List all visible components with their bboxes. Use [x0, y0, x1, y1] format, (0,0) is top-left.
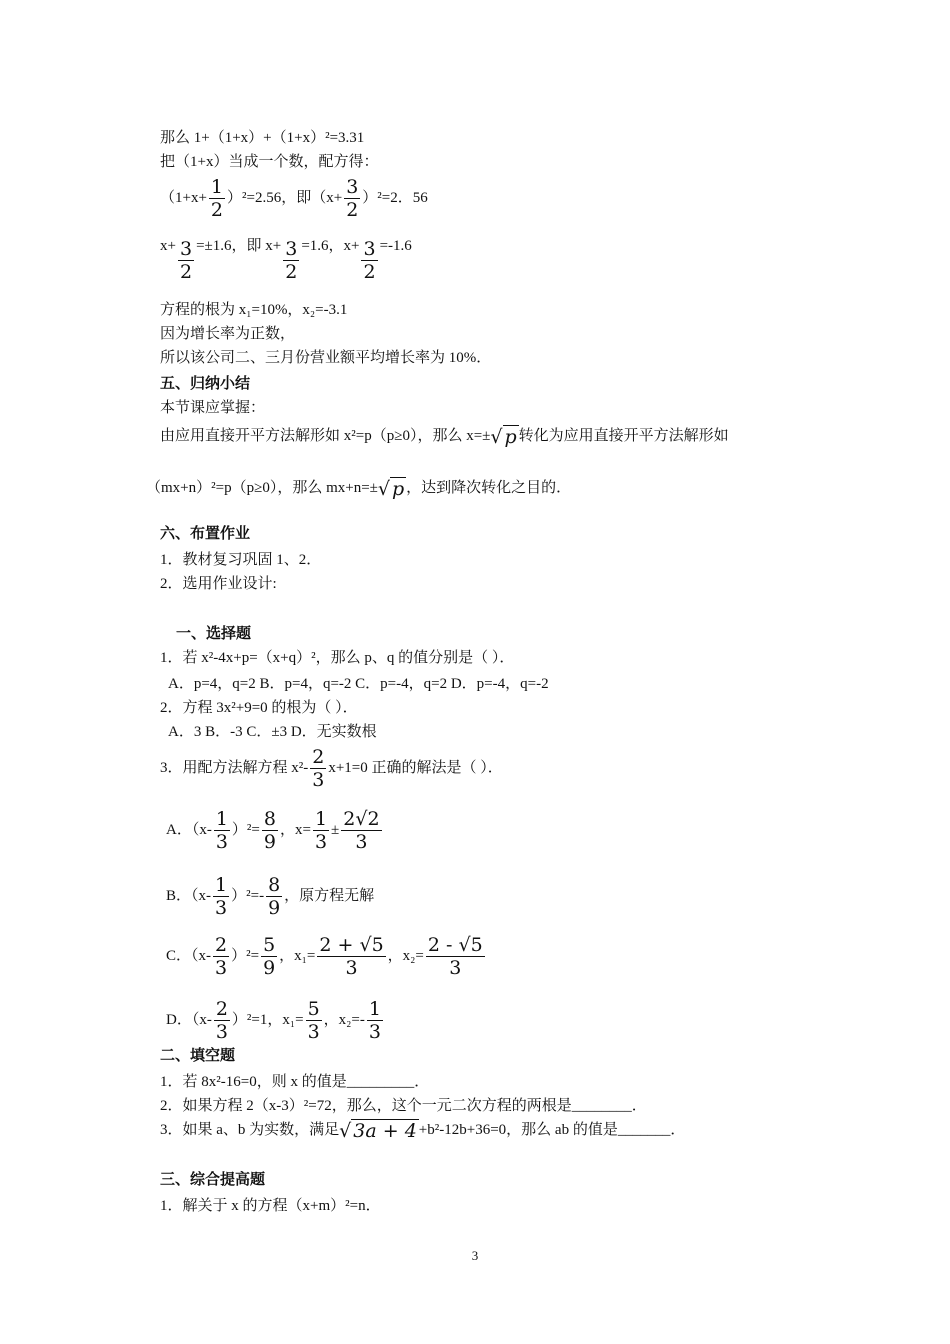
- equation-line: [160, 236, 412, 283]
- numerator: 2: [312, 746, 325, 768]
- page-number: 3: [471, 1248, 479, 1263]
- text: x+: [160, 238, 176, 254]
- text-line: 因为增长率为正数，: [160, 326, 296, 342]
- text: ）²=: [231, 947, 260, 964]
- denominator: 2: [285, 261, 298, 283]
- fraction: [344, 176, 360, 221]
- text: B．（x-: [166, 887, 212, 904]
- option-d: [166, 998, 385, 1043]
- question: 1．若 x²-4x+p=（x+q）²，那么 p、q 的值分别是（ ）．: [160, 650, 515, 666]
- numerator: 3: [363, 238, 376, 260]
- denominator: 2: [363, 261, 376, 283]
- fraction: [213, 874, 229, 919]
- fraction: [261, 934, 277, 979]
- section-heading: 三、综合提高题: [160, 1172, 266, 1188]
- numerator: 3: [179, 238, 193, 260]
- question: 2．如果方程 2（x-3）²=72，那么，这个一元二次方程的两根是________．: [160, 1098, 647, 1114]
- fraction: [214, 998, 230, 1043]
- sqrt-expression: √ p: [377, 477, 405, 500]
- fraction: [426, 934, 485, 979]
- text: （1+x+: [160, 189, 207, 206]
- radicand: 3a + 4: [353, 1119, 417, 1142]
- text: ，x₂=-: [323, 1011, 365, 1028]
- question: 2．方程 3x²+9=0 的根为（ ）．: [160, 700, 358, 716]
- text-line: 1．教材复习巩固 1、2．: [160, 552, 322, 568]
- sqrt-expression: √ 3a + 4: [339, 1119, 417, 1142]
- fraction: [283, 238, 299, 283]
- text: ）²=2.56，即（x+: [227, 189, 343, 206]
- numerator: 2 + √5: [319, 934, 384, 956]
- text: 3．用配方法解方程 x²-: [160, 759, 309, 776]
- section-heading: 二、填空题: [160, 1048, 236, 1064]
- question: [160, 746, 503, 791]
- denominator: 3: [345, 957, 358, 979]
- denominator: 3: [355, 831, 368, 853]
- numerator: 5: [263, 934, 276, 956]
- section-heading: 一、选择题: [176, 626, 252, 642]
- denominator: 3: [314, 831, 328, 853]
- fraction: [209, 176, 225, 221]
- question: 1．若 8x²-16=0，则 x 的值是_________．: [160, 1074, 430, 1090]
- denominator: 3: [215, 957, 228, 979]
- denominator: 3: [215, 1021, 228, 1043]
- section-heading: 六、布置作业: [160, 526, 251, 542]
- numerator: 2 - √5: [427, 934, 483, 956]
- text-line: [146, 478, 571, 499]
- fraction: [178, 238, 194, 283]
- fraction: [341, 808, 381, 853]
- numerator: 8: [268, 874, 281, 896]
- numerator: 2: [215, 998, 228, 1020]
- text: ）²=-: [231, 887, 265, 904]
- section-heading: 五、归纳小结: [160, 376, 251, 392]
- denominator: 3: [368, 1021, 381, 1043]
- fraction: [266, 874, 282, 919]
- numerator: 1: [314, 808, 328, 830]
- text: ，x₁=: [279, 947, 316, 964]
- numerator: 2√2: [343, 808, 380, 830]
- text: =1.6，x+: [301, 238, 360, 254]
- denominator: 9: [263, 957, 276, 979]
- text-line: 本节课应掌握：: [160, 400, 266, 416]
- text-line: 那么 1+（1+x）+（1+x）²=3.31: [160, 130, 365, 146]
- denominator: 9: [263, 831, 276, 853]
- question: 1．解关于 x 的方程（x+m）²=n．: [160, 1198, 381, 1214]
- text: =-1.6: [379, 238, 412, 254]
- denominator: 2: [179, 261, 193, 283]
- fraction: [306, 998, 322, 1043]
- text: x+1=0 正确的解法是（ ）．: [328, 759, 503, 776]
- numerator: 8: [263, 808, 276, 830]
- radicand: p: [504, 425, 517, 448]
- text: ±: [331, 821, 340, 838]
- text-line: 所以该公司二、三月份营业额平均增长率为 10%．: [160, 350, 492, 366]
- fraction: [317, 934, 385, 979]
- fraction: [361, 238, 377, 283]
- numerator: 2: [215, 934, 228, 956]
- fraction: [213, 934, 229, 979]
- numerator: 3: [285, 238, 298, 260]
- fraction: [262, 808, 278, 853]
- numerator: 1: [368, 998, 381, 1020]
- denominator: 2: [346, 199, 359, 221]
- text-line: 2．选用作业设计:: [160, 576, 277, 592]
- numerator: 1: [215, 874, 228, 896]
- options: A．3 B．-3 C．±3 D．无实数根: [168, 724, 377, 740]
- fraction: [367, 998, 383, 1043]
- question: [160, 1120, 685, 1141]
- denominator: 2: [210, 199, 224, 221]
- text-line: [160, 426, 729, 447]
- numerator: 5: [307, 998, 320, 1020]
- denominator: 9: [268, 897, 281, 919]
- text: 转化为应用直接开平方法解形如: [518, 428, 729, 444]
- denominator: 3: [215, 897, 228, 919]
- text: =±1.6，即 x+: [196, 238, 282, 254]
- text: D．（x-: [166, 1011, 212, 1028]
- numerator: 3: [346, 176, 359, 198]
- text: ）²=2．56: [362, 189, 428, 206]
- text: 3．如果 a、b 为实数，满足: [160, 1122, 340, 1138]
- fraction: [313, 808, 329, 853]
- radicand: p: [392, 477, 405, 500]
- denominator: 3: [215, 831, 228, 853]
- denominator: 3: [307, 1021, 320, 1043]
- text-line: 把（1+x）当成一个数，配方得：: [160, 154, 379, 170]
- sqrt-expression: √ p: [490, 425, 517, 448]
- text: ，x₂=: [387, 947, 424, 964]
- text: ，达到降次转化之目的．: [406, 480, 572, 496]
- text: A．（x-: [166, 821, 212, 838]
- options: A．p=4，q=2 B．p=4，q=-2 C．p=-4，q=2 D．p=-4，q=-2: [168, 676, 549, 692]
- text: ，原方程无解: [284, 887, 375, 904]
- text: 由应用直接开平方法解形如 x²=p（p≥0），那么 x=±: [160, 428, 491, 444]
- text: ，x=: [279, 821, 311, 838]
- fraction: [310, 746, 326, 791]
- text: ）²=: [231, 821, 260, 838]
- text: ）²=1，x₁=: [231, 1011, 304, 1028]
- option-a: [166, 808, 384, 853]
- text-line: 方程的根为 x₁=10%，x₂=-3.1: [160, 302, 348, 318]
- text: （mx+n）²=p（p≥0），那么 mx+n=±: [146, 480, 378, 496]
- fraction: [214, 808, 230, 853]
- text: +b²-12b+36=0，那么 ab 的值是_______．: [418, 1122, 686, 1138]
- numerator: 1: [210, 176, 224, 198]
- denominator: 3: [312, 769, 325, 791]
- option-b: [166, 874, 374, 919]
- denominator: 3: [449, 957, 462, 979]
- numerator: 1: [215, 808, 228, 830]
- text: C．（x-: [166, 947, 212, 964]
- option-c: [166, 934, 487, 979]
- equation-line: [160, 176, 428, 221]
